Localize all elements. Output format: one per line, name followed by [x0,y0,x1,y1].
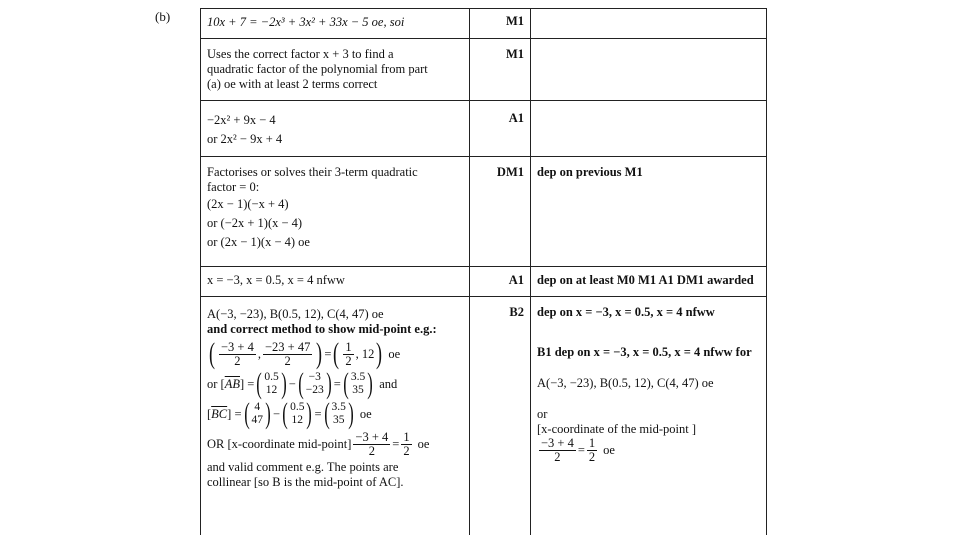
vector-ab-line: or [ $\overline{AB}$ ] = ( 0.5 12 ) − ( −3 −23 ) = ( 3.5 35 ) and [207,367,398,400]
guidance-cell [531,101,767,157]
midpoint-result: ( $\frac{1}{2}$ , 12 ) [333,337,383,370]
fraction: $\frac{-3 + 4}{2}$ [541,436,574,464]
vector-c: ( 4 47 ) [243,397,271,430]
mark-code: A1 [508,111,524,125]
mark-cell [470,39,531,101]
guidance-cell [531,297,767,535]
answer-line: 10x + 7 = −2x³ + 3x² + 33x − 5 oe, soi [207,15,405,29]
answer-line: −2x² + 9x − 4 [207,113,276,127]
mark-code: M1 [505,14,524,28]
vector-b: ( 0.5 12 ) [256,367,287,400]
vector-result: ( 3.5 35 ) [323,397,354,430]
guidance-line: or [537,407,548,421]
midpoint-expression: ( $\frac{-3 + 4}{2}$ , $\frac{-23 + 47}{2}$ ) = ( $\frac{1}{2}$ , 12 ) oe [209,337,401,370]
table-row [201,297,767,535]
fraction: $\frac{1}{2}$ [588,436,596,464]
fraction: $\frac{-23 + 47}{2}$ [264,339,311,368]
mark-scheme-table [200,8,767,535]
mark-cell [470,9,531,39]
answer-cell [201,101,470,157]
table-row [201,267,767,297]
mark-code: B2 [509,305,524,319]
answer-line: Factorises or solves their 3-term quadratic [207,165,418,179]
guidance-cell [531,267,767,297]
part-label: (b) [155,9,171,24]
mark-code: A1 [508,273,524,287]
guidance-line: dep on x = −3, x = 0.5, x = 4 nfww [537,305,715,319]
fraction: $\frac{-3 + 4}{2}$ [221,339,254,368]
mark-code: M1 [505,47,524,61]
answer-line: (2x − 1)(−x + 4) [207,197,289,211]
mark-cell [470,267,531,297]
table-row [201,157,767,267]
answer-line: or 2x² − 9x + 4 [207,132,283,146]
mark-code: DM1 [496,165,524,179]
answer-cell [201,9,470,39]
vector-result: ( 3.5 35 ) [343,367,373,400]
answer-cell [201,267,470,297]
guidance-line: A(−3, −23), B(0.5, 12), C(4, 47) oe [537,376,714,390]
mark-cell [470,157,531,267]
answer-line: and valid comment e.g. The points are [207,460,399,474]
guidance-line: B1 dep on x = −3, x = 0.5, x = 4 nfww for [537,345,752,359]
x-midpoint-line: OR [x-coordinate mid-point] $\frac{-3 + 4}{2}$ = $\frac{1}{2}$ oe [207,430,430,458]
answer-line: factor = 0: [207,180,260,194]
guidance-line: [x-coordinate of the mid-point ] [537,422,696,436]
midpoint-coords: ( $\frac{-3 + 4}{2}$ , $\frac{-23 + 47}{2}$ ) [209,337,323,370]
guidance-cell [531,157,767,267]
mark-cell [470,101,531,157]
answer-line: or (−2x + 1)(x − 4) [207,216,303,230]
fraction: $\frac{1}{2}$ [345,339,352,368]
answer-cell [201,39,470,101]
guidance-text: dep on at least M0 M1 A1 DM1 awarded [537,273,754,287]
fraction: $\frac{-3 + 4}{2}$ [355,430,389,458]
guidance-text: dep on previous M1 [537,165,643,179]
answer-line: A(−3, −23), B(0.5, 12), C(4, 47) oe [207,307,384,321]
answer-cell [201,157,470,267]
answer-line: Uses the correct factor x + 3 to find a [207,47,394,61]
table-row [201,39,767,101]
answer-line: and correct method to show mid-point e.g.: [207,322,437,336]
table-row [201,101,767,157]
mark-cell [470,297,531,535]
vector-b: ( 0.5 12 ) [282,397,313,430]
vector-a: ( −3 −23 ) [298,367,332,400]
guidance-cell [531,9,767,39]
answer-line: x = −3, x = 0.5, x = 4 nfww [207,273,345,287]
fraction: $\frac{1}{2}$ [403,430,410,458]
answer-line: or (2x − 1)(x − 4) oe [207,235,310,249]
answer-cell [201,297,470,535]
answer-line: collinear [so B is the mid-point of AC]. [207,475,404,489]
guidance-cell [531,39,767,101]
answer-line: quadratic factor of the polynomial from part [207,62,428,76]
guidance-fraction-line: $\frac{-3 + 4}{2}$ = $\frac{1}{2}$ oe [541,436,615,464]
table-row [201,9,767,39]
answer-line: (a) oe with at least 2 terms correct [207,77,378,91]
vector-bc-line: [ $\overline{BC}$ ] = ( 4 47 ) − ( 0.5 12 ) = ( 3.5 35 ) oe [207,397,372,430]
